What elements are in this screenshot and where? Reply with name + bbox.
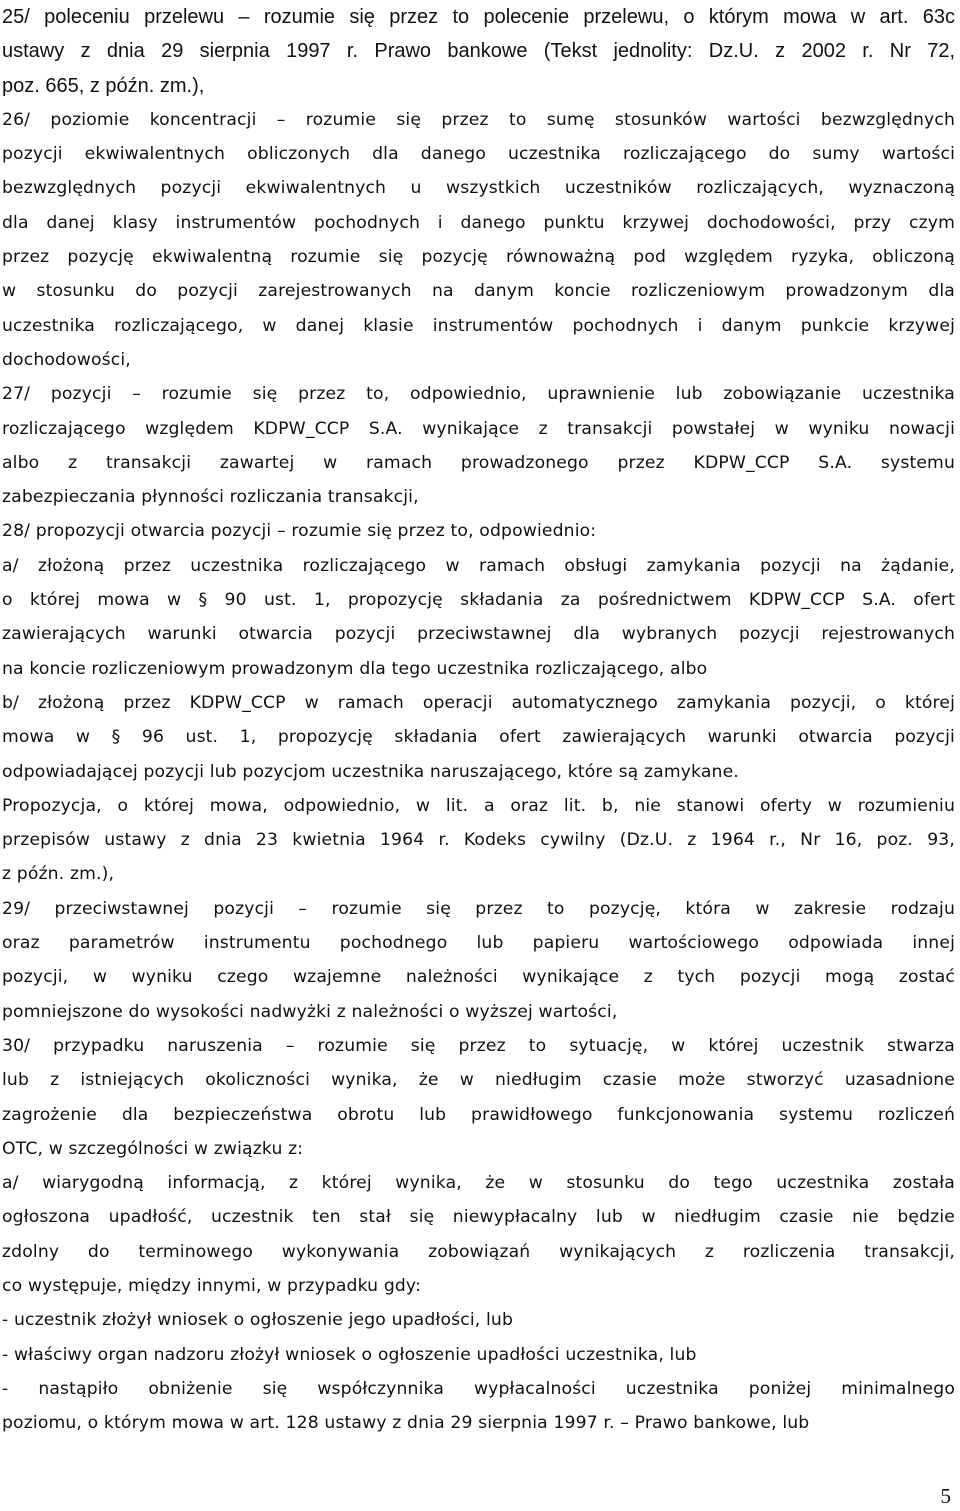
text-line: przez pozycję ekwiwalentną rozumie się pozycję równoważną pod względem ryzyka, obliczoną xyxy=(2,247,955,268)
page-number: 5 xyxy=(940,1484,951,1508)
text-line: 27/ pozycji – rozumie się przez to, odpowiednio, uprawnienie lub zobowiązanie uczestnika xyxy=(2,384,955,405)
text-line: co występuje, między innymi, w przypadku gdy: xyxy=(2,1275,421,1296)
text-line: zdolny do terminowego wykonywania zobowiązań wynikających z rozliczenia transakcji, xyxy=(2,1241,955,1262)
text-line: Propozycja, o której mowa, odpowiednio, w lit. a oraz lit. b, nie stanowi oferty w rozumieniu xyxy=(2,795,955,816)
text-line: dochodowości, xyxy=(2,349,131,370)
document-body xyxy=(2,0,955,1440)
text-line: 25/ poleceniu przelewu – rozumie się przez to polecenie przelewu, o którym mowa w art. 63c xyxy=(2,6,955,28)
text-line: zawierających warunki otwarcia pozycji przeciwstawnej dla wybranych pozycji rejestrowanych xyxy=(2,624,955,645)
text-line: oraz parametrów instrumentu pochodnego lub papieru wartościowego odpowiada innej xyxy=(2,933,955,954)
text-line: na koncie rozliczeniowym prowadzonym dla tego uczestnika rozliczającego, albo xyxy=(2,658,708,679)
text-line: pozycji, w wyniku czego wzajemne należności wynikające z tych pozycji mogą zostać xyxy=(2,967,955,988)
text-line: zagrożenie dla bezpieczeństwa obrotu lub prawidłowego funkcjonowania systemu rozliczeń xyxy=(2,1104,955,1125)
text-line: ogłoszona upadłość, uczestnik ten stał się niewypłacalny lub w niedługim czasie nie będzie xyxy=(2,1207,955,1228)
text-line: bezwzględnych pozycji ekwiwalentnych u wszystkich uczestników rozliczających, wyznaczoną xyxy=(2,178,955,199)
text-line: zabezpieczania płynności rozliczania transakcji, xyxy=(2,487,419,508)
text-line: pomniejszone do wysokości nadwyżki z należności o wyższej wartości, xyxy=(2,1001,618,1022)
text-line: o której mowa w § 90 ust. 1, propozycję składania za pośrednictwem KDPW_CCP S.A. ofert xyxy=(2,590,955,611)
text-line: - właściwy organ nadzoru złożył wniosek o ogłoszenie upadłości uczestnika, lub xyxy=(2,1344,697,1365)
text-line: w stosunku do pozycji zarejestrowanych na danym koncie rozliczeniowym prowadzonym dla xyxy=(2,281,955,302)
text-line: poz. 665, z późn. zm.), xyxy=(2,74,205,97)
document-page xyxy=(2,0,955,1440)
text-line: albo z transakcji zawartej w ramach prowadzonego przez KDPW_CCP S.A. systemu xyxy=(2,452,955,473)
text-line: - uczestnik złożył wniosek o ogłoszenie jego upadłości, lub xyxy=(2,1310,514,1331)
text-line: ustawy z dnia 29 sierpnia 1997 r. Prawo bankowe (Tekst jednolity: Dz.U. z 2002 r. Nr 72, xyxy=(2,40,955,63)
text-line: dla danej klasy instrumentów pochodnych i danego punktu krzywej dochodowości, przy czym xyxy=(2,212,955,233)
text-line: rozliczającego względem KDPW_CCP S.A. wynikające z transakcji powstałej w wyniku nowacji xyxy=(2,418,955,439)
text-line: 26/ poziomie koncentracji – rozumie się przez to sumę stosunków wartości bezwzględnych xyxy=(2,109,955,130)
text-line: uczestnika rozliczającego, w danej klasie instrumentów pochodnych i danym punkcie krzywej xyxy=(2,315,955,336)
text-line: 30/ przypadku naruszenia – rozumie się przez to sytuację, w której uczestnik stwarza xyxy=(2,1035,955,1056)
text-line: OTC, w szczególności w związku z: xyxy=(2,1138,304,1159)
text-line: poziomu, o którym mowa w art. 128 ustawy z dnia 29 sierpnia 1997 r. – Prawo bankowe, lub xyxy=(2,1413,810,1434)
text-line: b/ złożoną przez KDPW_CCP w ramach operacji automatycznego zamykania pozycji, o której xyxy=(2,692,955,713)
text-line: a/ złożoną przez uczestnika rozliczającego w ramach obsługi zamykania pozycji na żądanie, xyxy=(2,555,955,576)
text-line: przepisów ustawy z dnia 23 kwietnia 1964 r. Kodeks cywilny (Dz.U. z 1964 r., Nr 16, poz. 93, xyxy=(2,830,955,851)
text-line: - nastąpiło obniżenie się współczynnika wypłacalności uczestnika poniżej minimalnego xyxy=(2,1378,955,1399)
text-line: lub z istniejących okoliczności wynika, że w niedługim czasie może stworzyć uzasadnione xyxy=(2,1070,955,1091)
text-line: z późn. zm.), xyxy=(2,864,115,885)
text-line: 28/ propozycji otwarcia pozycji – rozumie się przez to, odpowiednio: xyxy=(2,521,597,542)
text-line: odpowiadającej pozycji lub pozycjom uczestnika naruszającego, które są zamykane. xyxy=(2,761,739,782)
text-line: a/ wiarygodną informacją, z której wynika, że w stosunku do tego uczestnika została xyxy=(2,1173,955,1194)
text-line: 29/ przeciwstawnej pozycji – rozumie się przez to pozycję, która w zakresie rodzaju xyxy=(2,898,955,919)
text-line: pozycji ekwiwalentnych obliczonych dla danego uczestnika rozliczającego do sumy wartości xyxy=(2,144,955,165)
text-line: mowa w § 96 ust. 1, propozycję składania ofert zawierających warunki otwarcia pozycji xyxy=(2,727,955,748)
